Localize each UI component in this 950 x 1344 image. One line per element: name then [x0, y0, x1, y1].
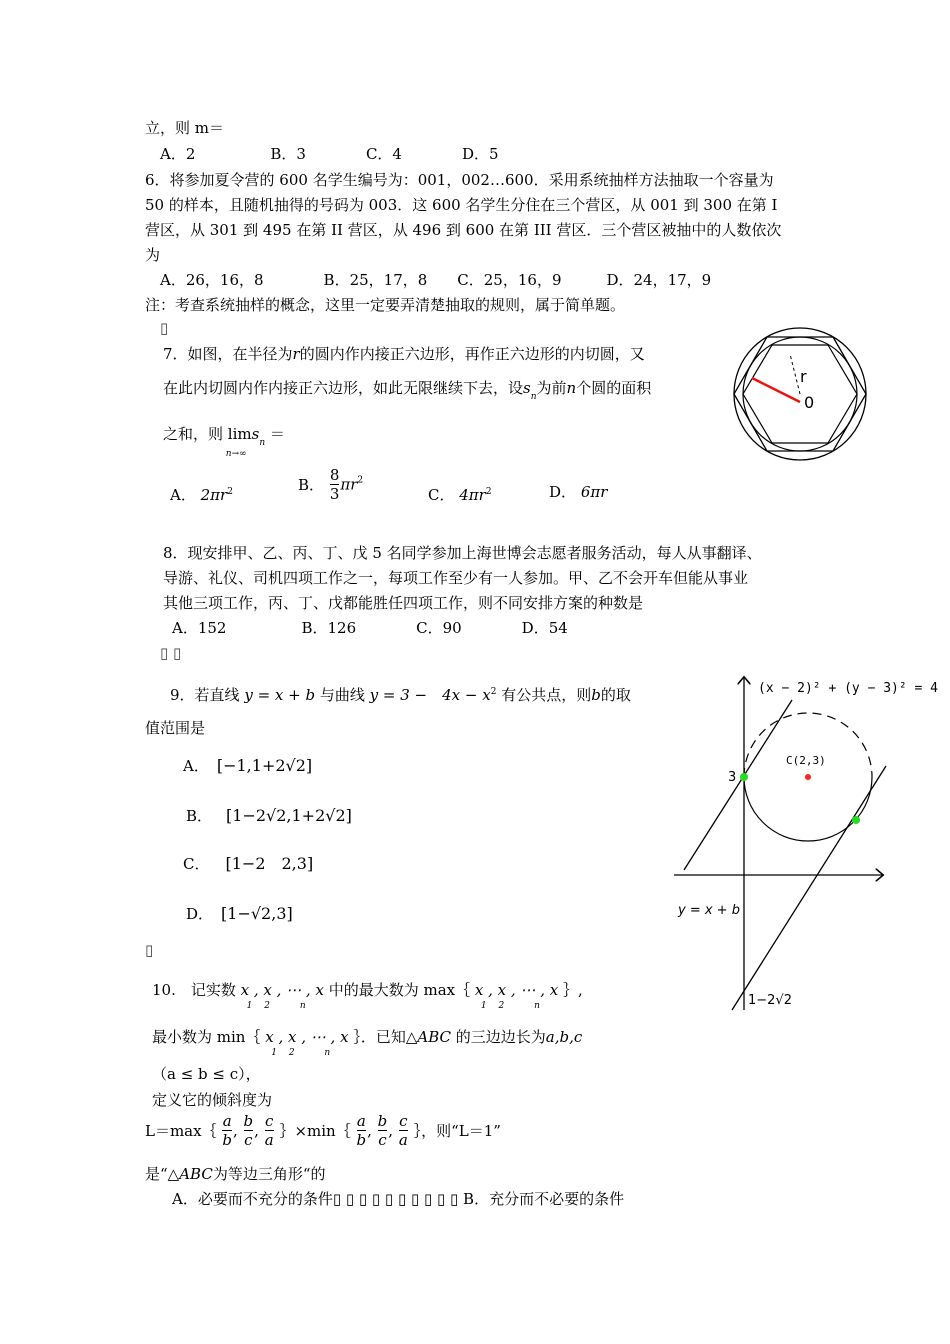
o-label: 0: [804, 393, 815, 412]
r-label: r: [800, 367, 807, 386]
q9-option-c: C． [1−2 2,3]: [183, 854, 314, 873]
q9-option-a: A． [−1,1+2√2]: [183, 756, 313, 775]
bottom-label: 1−2√2: [748, 993, 792, 1008]
lower-tangent-line: [732, 766, 886, 1010]
q7-option-a: A． $2\pi r^2$: [170, 486, 233, 504]
y3-label: 3: [728, 770, 737, 785]
tangent-point: [852, 816, 860, 824]
q7-option-d: D． 6πr: [549, 483, 608, 501]
upper-tangent-line: [684, 700, 792, 870]
q7-option-c: C． $4\pi r^2$: [428, 486, 492, 504]
q6-note: 注：考查系统抽样的概念，这里一定要弄清楚抽取的规则，属于简单题。: [145, 296, 626, 314]
solid-lower-arc: [744, 777, 872, 841]
q5-tail: 立，则 m＝: [145, 119, 224, 137]
q7-line-2: 在此内切圆内作内接正六边形，如此无限继续下去，设$s_n$为前n个圆的面积: [163, 379, 652, 402]
q8-line-2: 导游、礼仪、司机四项工作之一，每项工作至少有一人参加。甲、乙不会开车但能从事业: [163, 569, 749, 587]
q10-line-2: 最小数为 min｛ x , x , ⋯ , x 1 2 n ｝．已知△ABC 的三边边长为a,b,c: [152, 1028, 583, 1058]
q5-options: A．2 B．3 C．4 D．5: [160, 145, 499, 163]
q9-line-2: 值范围是: [145, 719, 206, 737]
q6-line-1: 6．将参加夏令营的 600 名学生编号为：001，002…600．采用系统抽样方法抽取一个容量为: [145, 171, 774, 189]
hexagon-circle-figure: [728, 322, 873, 467]
circle-equation-label: (x − 2)² + (y − 3)² = 4: [758, 681, 939, 696]
q10-line-6: 是“△ABC为等边三角形“的: [145, 1165, 326, 1183]
q10-line-5: L＝max｛ $\frac{a}{b}$ , $\frac{b}{c}$ , $\frac{c}{a}$ ｝×min｛ $\frac{a}{b}$ , $\frac{b}{c}$ , $\frac{c}{a}$ ｝，则“L＝1”: [145, 1112, 501, 1149]
q7-line-1: 7．如图，在半径为r的圆内作内接正六边形，再作正六边形的内切圆，又: [163, 345, 645, 363]
q6-line-3: 营区，从 301 到 495 在第 II 营区，从 496 到 600 在第 III 营区．三个营区被抽中的人数依次: [145, 221, 782, 239]
q10-options: A．必要而不充分的条件▯ ▯ ▯ ▯ ▯ ▯ ▯ ▯ ▯ ▯ B．充分而不必要的条件: [172, 1190, 625, 1208]
intersection-point-3: [740, 773, 748, 781]
q9-option-b: B． [1−2√2,1+2√2]: [186, 806, 352, 825]
placeholder-box: ▯: [145, 941, 154, 959]
placeholder-box: ▯ ▯: [160, 644, 182, 662]
center-label: C(2,3): [786, 754, 826, 767]
q8-line-3: 其他三项工作，丙、丁、戊都能胜任四项工作，则不同安排方案的种数是: [163, 594, 644, 612]
line-label: y = x + b: [678, 903, 740, 918]
q8-line-1: 8．现安排甲、乙、丙、丁、戊 5 名同学参加上海世博会志愿者服务活动，每人从事翻译、: [163, 544, 762, 562]
q10-line-3: （a ≤ b ≤ c），: [152, 1065, 261, 1083]
q6-line-2: 50 的样本，且随机抽得的号码为 003．这 600 名学生分住在三个营区，从 001 到 300 在第 I: [145, 196, 778, 214]
q7-option-b: B． $\frac{8}{3}$ $\pi r^2$: [298, 466, 364, 503]
q9-line-1: 9．若直线 y = x + b 与曲线 y = 3 − $4x - x^2$ 有公共点，则b的取: [170, 686, 631, 704]
placeholder-box: ▯: [160, 319, 169, 337]
circle-line-figure: [670, 670, 939, 1015]
q8-options: A．152 B．126 C．90 D．54: [172, 619, 568, 637]
q9-option-d: D． [1−√2,3]: [186, 904, 293, 923]
q10-line-1: 10. 记实数 x , x , ⋯ , x 1 2 n 中的最大数为 max｛ x , x , ⋯ , x 1 2 n ｝,: [152, 981, 583, 1011]
q7-line-3: 之和，则 lim n→∞ $s_n$ ＝: [163, 425, 285, 459]
q6-options: A．26，16，8 B．25，17，8 C．25，16，9 D．24，17，9: [160, 271, 712, 289]
radius-line: [752, 378, 800, 402]
q10-line-4: 定义它的倾斜度为: [152, 1091, 273, 1109]
center-point: [805, 774, 811, 780]
q6-line-4: 为: [145, 246, 161, 264]
